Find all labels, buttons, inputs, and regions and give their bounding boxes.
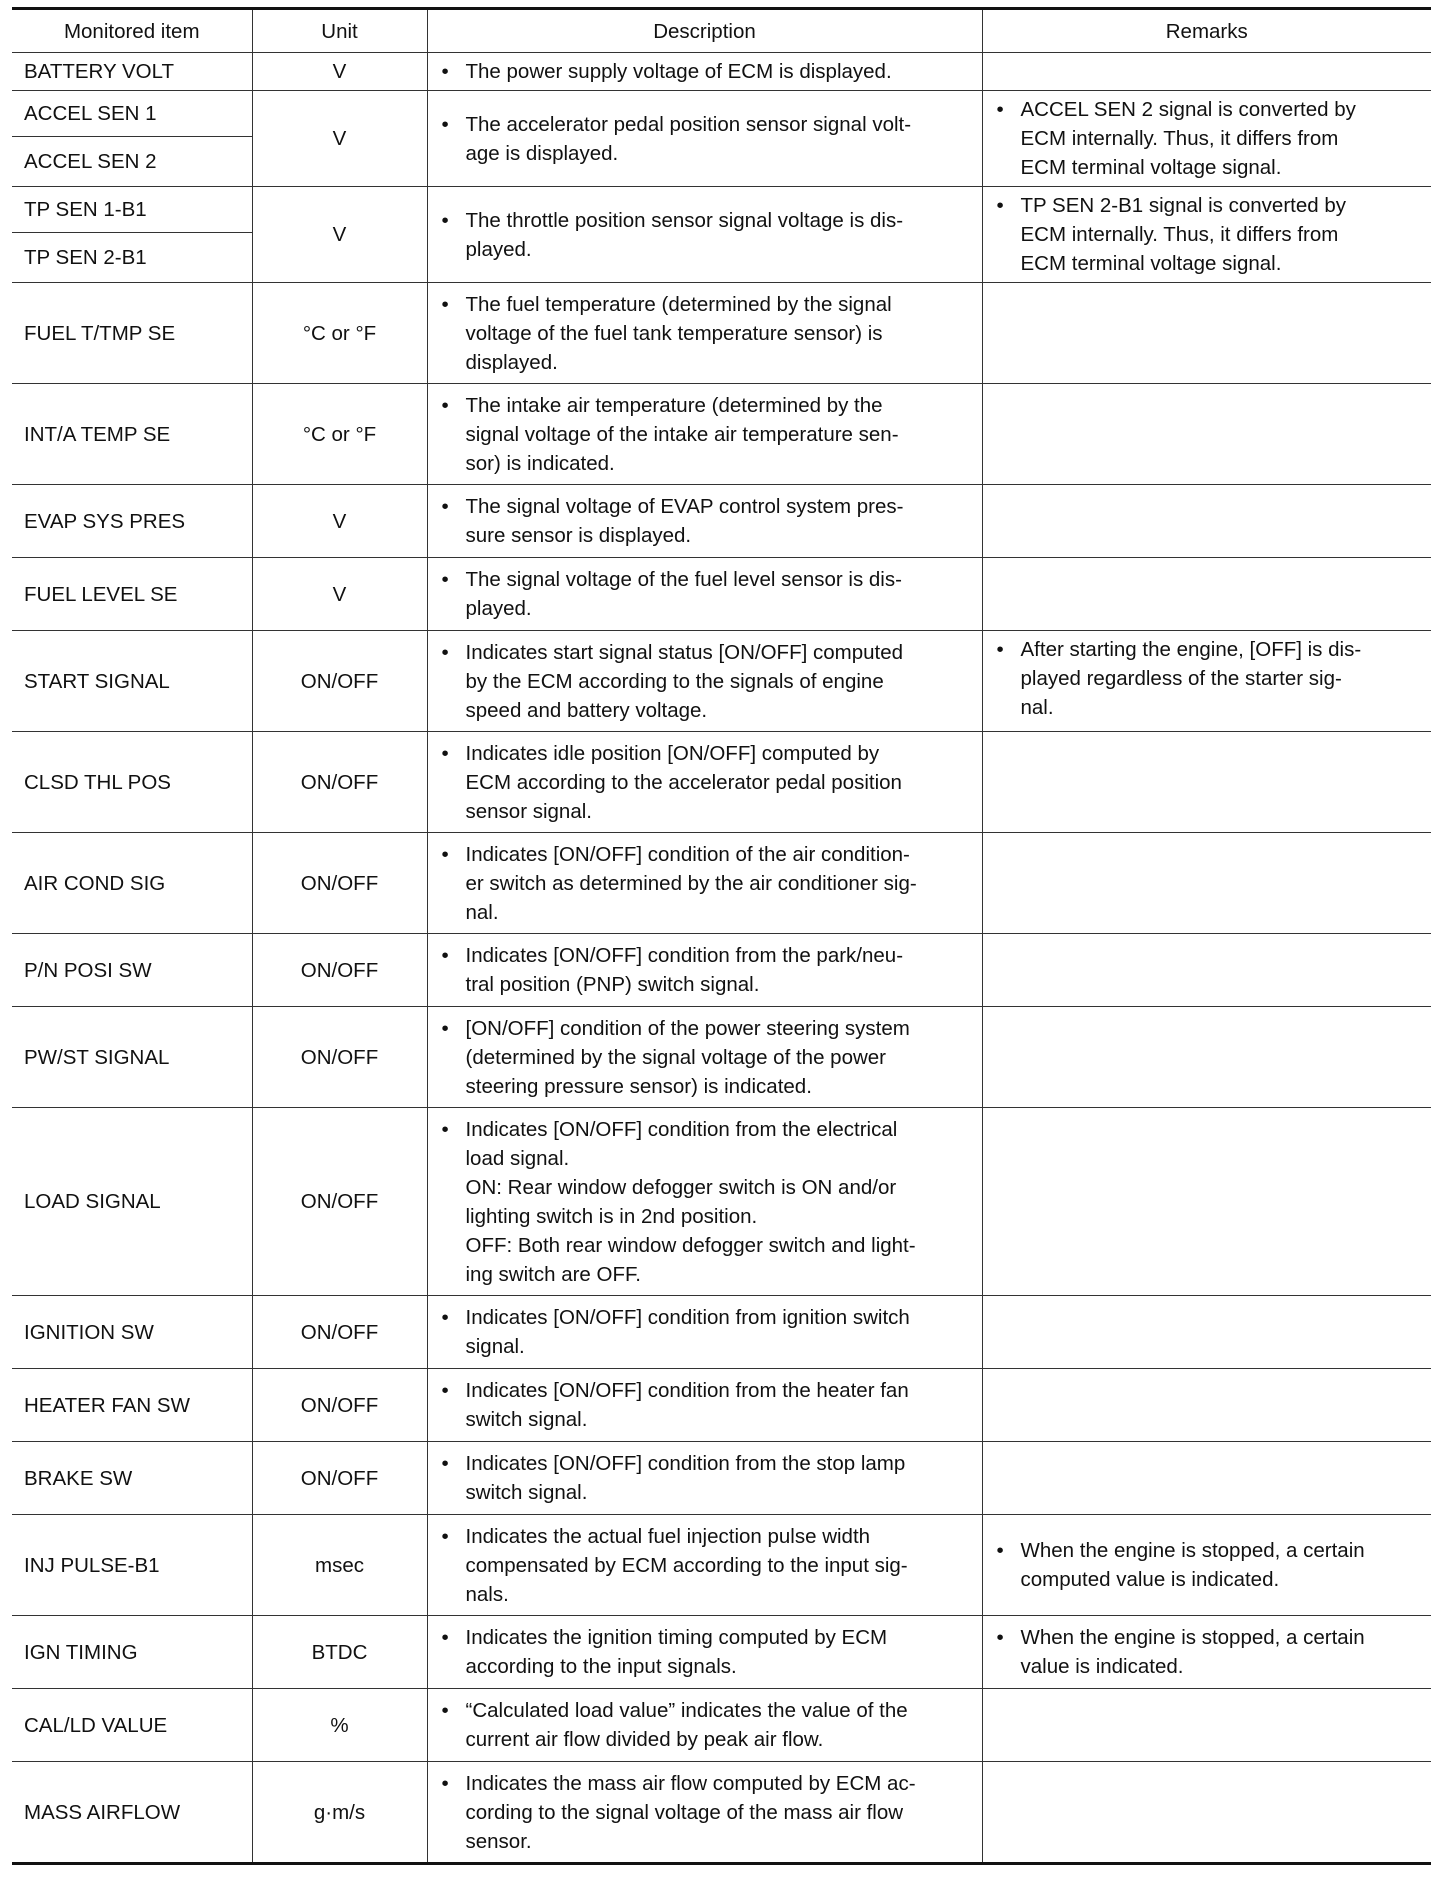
- table-row: [12, 283, 1431, 384]
- remarks-text: After starting the engine, [OFF] is dis- played regardless of the starter sig- nal.: [1020, 638, 1362, 719]
- bullet: •: [441, 741, 449, 765]
- bullet: •: [441, 568, 449, 591]
- bullet: •: [441, 1524, 449, 1548]
- remarks-cell: [982, 91, 1431, 187]
- bullet: •: [996, 1539, 1004, 1562]
- unit-value: ON/OFF: [252, 833, 427, 934]
- unit-value: V: [252, 485, 427, 558]
- unit-value: BTDC: [252, 1616, 427, 1689]
- header-description: Description: [427, 9, 982, 53]
- monitored-item: HEATER FAN SW: [12, 1369, 252, 1442]
- table-row: [12, 485, 1431, 558]
- unit-value: V: [252, 558, 427, 631]
- header-remarks: Remarks: [982, 9, 1431, 53]
- remarks-cell: [982, 187, 1431, 283]
- remarks-cell: [982, 1442, 1431, 1515]
- monitored-item: CAL/LD VALUE: [12, 1689, 252, 1762]
- table-row: [12, 91, 1431, 137]
- description-text: The signal voltage of EVAP control system pres- sure sensor is displayed.: [465, 495, 904, 547]
- table-row: [12, 1369, 1431, 1442]
- table-row: [12, 631, 1431, 732]
- bullet: •: [441, 208, 449, 232]
- table-row: [12, 1762, 1431, 1864]
- description-cell: [427, 384, 982, 485]
- unit-value: ON/OFF: [252, 1108, 427, 1296]
- bullet: •: [441, 640, 449, 664]
- bullet: •: [441, 944, 449, 967]
- unit-value: %: [252, 1689, 427, 1762]
- monitor-item-table: [12, 7, 1431, 1865]
- bullet: •: [441, 1699, 449, 1722]
- remarks-cell: [982, 1296, 1431, 1369]
- description-text: Indicates the actual fuel injection pulse width compensated by ECM according to the input sig- nals.: [465, 1524, 908, 1606]
- remarks-cell: [982, 934, 1431, 1007]
- table-row: [12, 53, 1431, 91]
- description-text: The accelerator pedal position sensor signal volt- age is displayed.: [465, 112, 912, 165]
- description-cell: [427, 485, 982, 558]
- description-cell: [427, 1108, 982, 1296]
- description-cell: [427, 1369, 982, 1442]
- remarks-text: TP SEN 2-B1 signal is converted by ECM internally. Thus, it differs from ECM terminal voltage signal.: [1020, 194, 1346, 275]
- table-row: [12, 1007, 1431, 1108]
- description-cell: [427, 558, 982, 631]
- table-row: [12, 1689, 1431, 1762]
- bullet: •: [441, 1626, 449, 1649]
- description-cell: [427, 1689, 982, 1762]
- description-text: Indicates [ON/OFF] condition of the air condition- er switch as determined by the air conditioner sig- nal.: [465, 842, 917, 924]
- description-text: Indicates the mass air flow computed by ECM ac- cording to the signal voltage of the mass air flow sensor.: [465, 1771, 916, 1853]
- description-cell: [427, 1296, 982, 1369]
- monitored-item: INJ PULSE-B1: [12, 1515, 252, 1616]
- monitored-item: START SIGNAL: [12, 631, 252, 732]
- description-text: The fuel temperature (determined by the signal voltage of the fuel tank temperature sensor) is displayed.: [465, 292, 892, 374]
- remarks-cell: [982, 283, 1431, 384]
- remarks-cell: [982, 1616, 1431, 1689]
- table-header-row: [12, 9, 1431, 53]
- remarks-cell: [982, 1108, 1431, 1296]
- monitored-item: LOAD SIGNAL: [12, 1108, 252, 1296]
- description-cell: [427, 1762, 982, 1864]
- description-cell: [427, 833, 982, 934]
- bullet: •: [996, 194, 1004, 217]
- monitored-item: P/N POSI SW: [12, 934, 252, 1007]
- description-cell: [427, 631, 982, 732]
- bullet: •: [441, 1771, 449, 1795]
- unit-value: g·m/s: [252, 1762, 427, 1864]
- description-text: [ON/OFF] condition of the power steering system (determined by the signal voltage of the power steering pressure sensor) is indicated.: [465, 1016, 910, 1098]
- bullet: •: [441, 1016, 449, 1040]
- remarks-cell: [982, 558, 1431, 631]
- table-row: [12, 833, 1431, 934]
- monitored-item: BATTERY VOLT: [12, 53, 252, 91]
- table-row: [12, 732, 1431, 833]
- monitored-item: FUEL LEVEL SE: [12, 558, 252, 631]
- description-cell: [427, 283, 982, 384]
- description-text: Indicates [ON/OFF] condition from the electrical load signal. ON: Rear window defogger switch is ON and/or lighting switch is in 2nd position. OFF: Both rear window defogger switch and light- ing switch are OFF.: [465, 1117, 916, 1286]
- unit-value: msec: [252, 1515, 427, 1616]
- description-cell: [427, 934, 982, 1007]
- monitored-item: TP SEN 2-B1: [12, 232, 252, 282]
- description-cell: [427, 187, 982, 283]
- remarks-cell: [982, 1007, 1431, 1108]
- table-row: [12, 558, 1431, 631]
- bullet: •: [441, 112, 449, 136]
- table-row: [12, 1108, 1431, 1296]
- remarks-cell: [982, 732, 1431, 833]
- bullet: •: [441, 842, 449, 866]
- unit-value: °C or °F: [252, 384, 427, 485]
- monitored-item: IGNITION SW: [12, 1296, 252, 1369]
- unit-value: °C or °F: [252, 283, 427, 384]
- description-text: Indicates [ON/OFF] condition from ignition switch signal.: [465, 1306, 910, 1358]
- unit-value: ON/OFF: [252, 1007, 427, 1108]
- description-cell: [427, 91, 982, 187]
- remarks-text: When the engine is stopped, a certain computed value is indicated.: [1020, 1539, 1365, 1591]
- monitored-item: FUEL T/TMP SE: [12, 283, 252, 384]
- table-row: [12, 187, 1431, 233]
- description-cell: [427, 1442, 982, 1515]
- remarks-text: ACCEL SEN 2 signal is converted by ECM internally. Thus, it differs from ECM terminal voltage signal.: [1020, 98, 1356, 179]
- remarks-text: When the engine is stopped, a certain value is indicated.: [1020, 1626, 1365, 1678]
- unit-value: V: [252, 53, 427, 91]
- description-text: Indicates [ON/OFF] condition from the heater fan switch signal.: [465, 1379, 909, 1431]
- description-text: Indicates the ignition timing computed by ECM according to the input signals.: [465, 1626, 888, 1678]
- unit-value: V: [252, 187, 427, 283]
- table-row: [12, 1442, 1431, 1515]
- description-text: Indicates idle position [ON/OFF] computed by ECM according to the accelerator pedal position sensor signal.: [465, 741, 902, 823]
- description-text: Indicates start signal status [ON/OFF] computed by the ECM according to the signals of engine speed and battery voltage.: [465, 640, 904, 722]
- header-unit: Unit: [252, 9, 427, 53]
- monitored-item: CLSD THL POS: [12, 732, 252, 833]
- monitored-item: ACCEL SEN 2: [12, 136, 252, 186]
- bullet: •: [441, 1117, 449, 1141]
- bullet: •: [996, 98, 1004, 121]
- bullet: •: [441, 1379, 449, 1402]
- unit-value: ON/OFF: [252, 1296, 427, 1369]
- description-text: The power supply voltage of ECM is displayed.: [465, 60, 892, 83]
- remarks-cell: [982, 1762, 1431, 1864]
- unit-value: ON/OFF: [252, 934, 427, 1007]
- bullet: •: [441, 60, 449, 83]
- remarks-cell: [982, 384, 1431, 485]
- monitored-item: PW/ST SIGNAL: [12, 1007, 252, 1108]
- bullet: •: [996, 1626, 1004, 1649]
- monitored-item: AIR COND SIG: [12, 833, 252, 934]
- description-text: The throttle position sensor signal voltage is dis- played.: [465, 208, 904, 261]
- remarks-cell: [982, 53, 1431, 91]
- table-row: [12, 934, 1431, 1007]
- description-text: The signal voltage of the fuel level sensor is dis- played.: [465, 568, 902, 620]
- monitored-item: EVAP SYS PRES: [12, 485, 252, 558]
- remarks-cell: [982, 1515, 1431, 1616]
- table-row: [12, 1296, 1431, 1369]
- monitored-item: BRAKE SW: [12, 1442, 252, 1515]
- remarks-cell: [982, 631, 1431, 732]
- description-cell: [427, 1515, 982, 1616]
- remarks-cell: [982, 833, 1431, 934]
- unit-value: ON/OFF: [252, 631, 427, 732]
- header-monitored-item: Monitored item: [12, 9, 252, 53]
- remarks-cell: [982, 1689, 1431, 1762]
- description-text: Indicates [ON/OFF] condition from the stop lamp switch signal.: [465, 1452, 906, 1504]
- description-cell: [427, 732, 982, 833]
- description-text: Indicates [ON/OFF] condition from the park/neu- tral position (PNP) switch signal.: [465, 944, 904, 996]
- monitor-table-sheet: [12, 7, 1431, 1865]
- monitored-item: TP SEN 1-B1: [12, 187, 252, 233]
- description-cell: [427, 1616, 982, 1689]
- description-cell: [427, 53, 982, 91]
- bullet: •: [441, 1306, 449, 1329]
- unit-value: ON/OFF: [252, 1442, 427, 1515]
- unit-value: V: [252, 91, 427, 187]
- bullet: •: [441, 1452, 449, 1475]
- bullet: •: [996, 638, 1004, 661]
- description-text: The intake air temperature (determined by the signal voltage of the intake air temperature sen- sor) is indicated.: [465, 393, 899, 475]
- description-cell: [427, 1007, 982, 1108]
- table-row: [12, 384, 1431, 485]
- bullet: •: [441, 292, 449, 316]
- bullet: •: [441, 495, 449, 518]
- monitored-item: INT/A TEMP SE: [12, 384, 252, 485]
- table-row: [12, 1616, 1431, 1689]
- table-row: [12, 1515, 1431, 1616]
- monitored-item: ACCEL SEN 1: [12, 91, 252, 137]
- remarks-cell: [982, 485, 1431, 558]
- bullet: •: [441, 393, 449, 417]
- unit-value: ON/OFF: [252, 732, 427, 833]
- unit-value: ON/OFF: [252, 1369, 427, 1442]
- monitored-item: MASS AIRFLOW: [12, 1762, 252, 1864]
- remarks-cell: [982, 1369, 1431, 1442]
- description-text: “Calculated load value” indicates the value of the current air flow divided by peak air flow.: [465, 1699, 908, 1751]
- monitored-item: IGN TIMING: [12, 1616, 252, 1689]
